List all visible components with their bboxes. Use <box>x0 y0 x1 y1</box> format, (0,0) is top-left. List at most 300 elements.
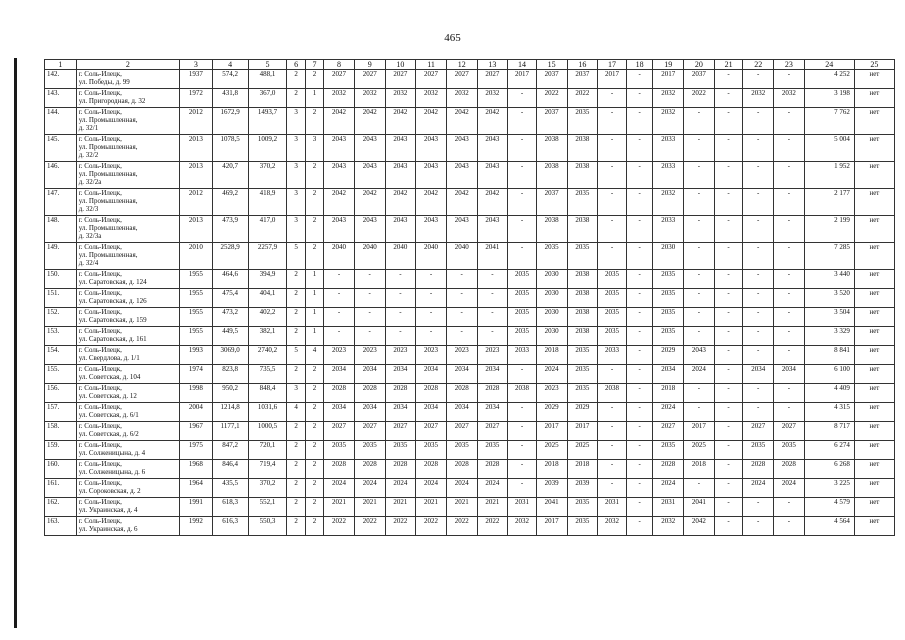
total-area-cell: 1177,1 <box>212 422 248 441</box>
work-year-cell: 2032 <box>354 89 385 108</box>
address-line: г. Соль-Илецк, <box>78 517 122 525</box>
address-line: д. 32/3а <box>78 232 102 240</box>
row-number-cell: 153. <box>45 327 77 346</box>
status-cell: нет <box>854 243 894 270</box>
address-line: ул. Свердлова, д. 1/1 <box>78 354 140 362</box>
total-cell: 3 198 <box>804 89 854 108</box>
total-cell: 3 225 <box>804 479 854 498</box>
work-year-cell: 2035 <box>653 327 684 346</box>
address-line: ул. Промышленная, <box>78 170 138 178</box>
year-built-cell: 1967 <box>180 422 213 441</box>
work-year-cell: 2027 <box>774 422 805 441</box>
table-row <box>45 243 895 270</box>
work-year-cell: 2037 <box>536 70 567 89</box>
entrances-cell: 3 <box>305 135 323 162</box>
address-line: д. 32/1 <box>78 124 99 132</box>
work-year-cell: - <box>714 422 743 441</box>
total-area-cell: 420,7 <box>212 162 248 189</box>
work-year-cell: 2028 <box>416 460 447 479</box>
work-year-cell: - <box>774 517 805 536</box>
status-cell: нет <box>854 216 894 243</box>
address-line: г. Соль-Илецк, <box>78 498 122 506</box>
work-year-cell: - <box>508 365 537 384</box>
work-year-cell: 2038 <box>598 384 627 403</box>
row-number-cell: 150. <box>45 270 77 289</box>
table-row <box>45 327 895 346</box>
work-year-cell: 2024 <box>446 479 477 498</box>
work-year-cell: 2024 <box>536 365 567 384</box>
work-year-cell: - <box>684 135 715 162</box>
living-area-cell: 417,0 <box>248 216 287 243</box>
year-built-cell: 2012 <box>180 108 213 135</box>
work-year-cell: - <box>774 289 805 308</box>
work-year-cell: 2035 <box>416 441 447 460</box>
year-built-cell: 1993 <box>180 346 213 365</box>
status-cell: нет <box>854 108 894 135</box>
work-year-cell: 2035 <box>774 441 805 460</box>
work-year-cell: 2038 <box>567 327 598 346</box>
work-year-cell: 2024 <box>416 479 447 498</box>
work-year-cell: 2032 <box>477 89 508 108</box>
row-number-cell: 156. <box>45 384 77 403</box>
address-cell <box>76 89 179 108</box>
address-line: г. Соль-Илецк, <box>78 308 122 316</box>
work-year-cell: 2032 <box>416 89 447 108</box>
year-built-cell: 2013 <box>180 135 213 162</box>
total-cell: 2 199 <box>804 216 854 243</box>
work-year-cell: 2018 <box>536 460 567 479</box>
work-year-cell: 2043 <box>446 135 477 162</box>
work-year-cell: 2043 <box>477 135 508 162</box>
work-year-cell: - <box>684 327 715 346</box>
work-year-cell: - <box>743 308 774 327</box>
address-line: ул. Саратовская, д. 124 <box>78 278 147 286</box>
work-year-cell: - <box>743 135 774 162</box>
work-year-cell: - <box>714 189 743 216</box>
work-year-cell: 2028 <box>354 460 385 479</box>
work-year-cell: 2043 <box>446 162 477 189</box>
status-cell: нет <box>854 135 894 162</box>
total-area-cell: 469,2 <box>212 189 248 216</box>
work-year-cell: - <box>626 517 653 536</box>
work-year-cell: - <box>774 327 805 346</box>
work-year-cell: 2032 <box>446 89 477 108</box>
column-header: 3 <box>180 60 213 70</box>
year-built-cell: 2012 <box>180 189 213 216</box>
total-area-cell: 1078,5 <box>212 135 248 162</box>
column-header: 6 <box>287 60 305 70</box>
work-year-cell: 2033 <box>508 346 537 365</box>
work-year-cell: 2024 <box>477 479 508 498</box>
work-year-cell: - <box>626 365 653 384</box>
work-year-cell: - <box>714 216 743 243</box>
work-year-cell: 2032 <box>653 189 684 216</box>
work-year-cell: 2035 <box>567 498 598 517</box>
table-row <box>45 89 895 108</box>
address-line: ул. Советская, д. 104 <box>78 373 141 381</box>
floors-cell: 2 <box>287 517 305 536</box>
status-cell: нет <box>854 365 894 384</box>
work-year-cell: 2024 <box>653 479 684 498</box>
work-year-cell: - <box>743 70 774 89</box>
work-year-cell: - <box>684 403 715 422</box>
address-cell <box>76 441 179 460</box>
row-number-cell: 160. <box>45 460 77 479</box>
work-year-cell: 2022 <box>536 89 567 108</box>
floors-cell: 2 <box>287 365 305 384</box>
work-year-cell: 2038 <box>567 162 598 189</box>
row-number-cell: 149. <box>45 243 77 270</box>
entrances-cell: 1 <box>305 89 323 108</box>
work-year-cell: 2043 <box>324 216 355 243</box>
address-cell <box>76 365 179 384</box>
work-year-cell: 2039 <box>567 479 598 498</box>
floors-cell: 2 <box>287 289 305 308</box>
work-year-cell: 2041 <box>684 498 715 517</box>
year-built-cell: 1974 <box>180 365 213 384</box>
year-built-cell: 1955 <box>180 289 213 308</box>
address-line: д. 32/2а <box>78 178 102 186</box>
year-built-cell: 1992 <box>180 517 213 536</box>
row-number-cell: 143. <box>45 89 77 108</box>
work-year-cell: 2032 <box>653 517 684 536</box>
work-year-cell: 2033 <box>653 216 684 243</box>
work-year-cell: 2018 <box>684 460 715 479</box>
work-year-cell: 2021 <box>385 498 416 517</box>
row-number-cell: 151. <box>45 289 77 308</box>
work-year-cell: 2018 <box>653 384 684 403</box>
work-year-cell: - <box>684 308 715 327</box>
row-number-cell: 148. <box>45 216 77 243</box>
work-year-cell: 2042 <box>354 189 385 216</box>
address-line: г. Соль-Илецк, <box>78 441 122 449</box>
work-year-cell: - <box>626 70 653 89</box>
work-year-cell: - <box>626 403 653 422</box>
work-year-cell: 2023 <box>446 346 477 365</box>
work-year-cell: 2023 <box>416 346 447 365</box>
work-year-cell: 2035 <box>653 308 684 327</box>
work-year-cell: 2028 <box>446 460 477 479</box>
work-year-cell: 2022 <box>385 517 416 536</box>
work-year-cell: 2035 <box>508 308 537 327</box>
work-year-cell: - <box>598 216 627 243</box>
entrances-cell: 2 <box>305 422 323 441</box>
work-year-cell: 2035 <box>567 108 598 135</box>
work-year-cell: - <box>477 327 508 346</box>
work-year-cell: 2029 <box>536 403 567 422</box>
work-year-cell: 2040 <box>446 243 477 270</box>
work-year-cell: - <box>626 441 653 460</box>
work-year-cell: 2023 <box>324 346 355 365</box>
address-line: г. Соль-Илецк, <box>78 89 122 97</box>
address-line: г. Соль-Илецк, <box>78 346 122 354</box>
table-row <box>45 289 895 308</box>
work-year-cell: - <box>598 243 627 270</box>
column-header: 16 <box>567 60 598 70</box>
work-year-cell: 2030 <box>536 308 567 327</box>
work-year-cell: 2032 <box>508 517 537 536</box>
work-year-cell: 2028 <box>774 460 805 479</box>
work-year-cell: - <box>626 189 653 216</box>
work-year-cell: 2038 <box>536 162 567 189</box>
work-year-cell: 2038 <box>567 270 598 289</box>
work-year-cell: 2043 <box>324 135 355 162</box>
work-year-cell: 2040 <box>324 243 355 270</box>
table-row <box>45 270 895 289</box>
total-cell: 7 762 <box>804 108 854 135</box>
total-cell: 4 252 <box>804 70 854 89</box>
work-year-cell: 2021 <box>354 498 385 517</box>
work-year-cell: - <box>684 270 715 289</box>
year-built-cell: 1998 <box>180 384 213 403</box>
work-year-cell: 2027 <box>385 70 416 89</box>
work-year-cell: 2032 <box>324 89 355 108</box>
living-area-cell: 1000,5 <box>248 422 287 441</box>
work-year-cell: - <box>508 162 537 189</box>
living-area-cell: 719,4 <box>248 460 287 479</box>
row-number-cell: 155. <box>45 365 77 384</box>
work-year-cell: - <box>774 243 805 270</box>
header-row <box>45 60 895 70</box>
address-line: г. Соль-Илецк, <box>78 270 122 278</box>
row-number-cell: 157. <box>45 403 77 422</box>
work-year-cell: 2034 <box>446 365 477 384</box>
living-area-cell: 367,0 <box>248 89 287 108</box>
floors-cell: 5 <box>287 346 305 365</box>
work-year-cell: 2024 <box>385 479 416 498</box>
work-year-cell: 2038 <box>508 384 537 403</box>
work-year-cell: - <box>714 517 743 536</box>
work-year-cell: - <box>774 403 805 422</box>
total-area-cell: 847,2 <box>212 441 248 460</box>
year-built-cell: 1964 <box>180 479 213 498</box>
work-year-cell: 2035 <box>598 308 627 327</box>
work-year-cell: - <box>385 289 416 308</box>
work-year-cell: - <box>743 189 774 216</box>
year-built-cell: 1975 <box>180 441 213 460</box>
work-year-cell: 2035 <box>324 441 355 460</box>
total-area-cell: 846,4 <box>212 460 248 479</box>
work-year-cell: - <box>416 289 447 308</box>
address-line: г. Соль-Илецк, <box>78 479 122 487</box>
work-year-cell: - <box>743 243 774 270</box>
work-year-cell: - <box>626 479 653 498</box>
work-year-cell: - <box>714 346 743 365</box>
work-year-cell: 2042 <box>477 189 508 216</box>
address-line: г. Соль-Илецк, <box>78 403 122 411</box>
work-year-cell: - <box>743 384 774 403</box>
year-built-cell: 1955 <box>180 327 213 346</box>
address-line: г. Соль-Илецк, <box>78 162 122 170</box>
work-year-cell: - <box>774 216 805 243</box>
work-year-cell: - <box>743 270 774 289</box>
work-year-cell: - <box>598 403 627 422</box>
floors-cell: 3 <box>287 189 305 216</box>
total-area-cell: 616,3 <box>212 517 248 536</box>
address-line: г. Соль-Илецк, <box>78 327 122 335</box>
address-cell <box>76 108 179 135</box>
status-cell: нет <box>854 346 894 365</box>
work-year-cell: 2025 <box>684 441 715 460</box>
total-area-cell: 1672,9 <box>212 108 248 135</box>
work-year-cell: 2042 <box>385 108 416 135</box>
row-number-cell: 145. <box>45 135 77 162</box>
work-year-cell: - <box>446 289 477 308</box>
work-year-cell: - <box>626 270 653 289</box>
work-year-cell: 2043 <box>477 162 508 189</box>
total-cell: 6 268 <box>804 460 854 479</box>
work-year-cell: - <box>714 89 743 108</box>
entrances-cell: 2 <box>305 70 323 89</box>
address-line: ул. Саратовская, д. 161 <box>78 335 147 343</box>
work-year-cell: - <box>508 460 537 479</box>
address-cell <box>76 460 179 479</box>
work-year-cell: 2039 <box>536 479 567 498</box>
entrances-cell: 2 <box>305 517 323 536</box>
work-year-cell: 2034 <box>324 365 355 384</box>
work-year-cell: - <box>324 289 355 308</box>
work-year-cell: 2034 <box>743 365 774 384</box>
work-year-cell: 2022 <box>477 517 508 536</box>
work-year-cell: - <box>714 327 743 346</box>
work-year-cell: 2040 <box>416 243 447 270</box>
floors-cell: 2 <box>287 498 305 517</box>
work-year-cell: 2043 <box>684 346 715 365</box>
work-year-cell: - <box>626 422 653 441</box>
work-year-cell: 2034 <box>653 365 684 384</box>
work-year-cell: - <box>743 162 774 189</box>
work-year-cell: 2034 <box>416 365 447 384</box>
address-line: г. Соль-Илецк, <box>78 189 122 197</box>
work-year-cell: 2032 <box>653 89 684 108</box>
address-cell <box>76 243 179 270</box>
register-table <box>44 59 895 536</box>
year-built-cell: 1968 <box>180 460 213 479</box>
work-year-cell: 2034 <box>477 403 508 422</box>
total-cell: 3 504 <box>804 308 854 327</box>
status-cell: нет <box>854 162 894 189</box>
status-cell: нет <box>854 479 894 498</box>
work-year-cell: 2035 <box>536 243 567 270</box>
total-cell: 6 100 <box>804 365 854 384</box>
work-year-cell: 2034 <box>774 365 805 384</box>
work-year-cell: - <box>477 289 508 308</box>
work-year-cell: 2035 <box>508 289 537 308</box>
table-row <box>45 108 895 135</box>
work-year-cell: - <box>743 403 774 422</box>
work-year-cell: - <box>743 108 774 135</box>
work-year-cell: 2023 <box>477 346 508 365</box>
column-header: 22 <box>743 60 774 70</box>
work-year-cell: 2035 <box>743 441 774 460</box>
living-area-cell: 418,9 <box>248 189 287 216</box>
living-area-cell: 1031,6 <box>248 403 287 422</box>
entrances-cell: 2 <box>305 403 323 422</box>
work-year-cell: - <box>684 216 715 243</box>
work-year-cell: 2035 <box>567 384 598 403</box>
work-year-cell: - <box>385 270 416 289</box>
column-header: 8 <box>324 60 355 70</box>
row-number-cell: 163. <box>45 517 77 536</box>
floors-cell: 2 <box>287 422 305 441</box>
work-year-cell: 2024 <box>684 365 715 384</box>
work-year-cell: 2043 <box>477 216 508 243</box>
work-year-cell: - <box>598 479 627 498</box>
address-cell <box>76 498 179 517</box>
column-header: 1 <box>45 60 77 70</box>
work-year-cell: 2021 <box>446 498 477 517</box>
work-year-cell: - <box>714 162 743 189</box>
floors-cell: 2 <box>287 327 305 346</box>
total-area-cell: 464,6 <box>212 270 248 289</box>
work-year-cell: 2028 <box>477 460 508 479</box>
left-margin-bar <box>14 58 17 628</box>
floors-cell: 2 <box>287 308 305 327</box>
work-year-cell: 2027 <box>416 422 447 441</box>
row-number-cell: 162. <box>45 498 77 517</box>
entrances-cell: 2 <box>305 479 323 498</box>
floors-cell: 2 <box>287 270 305 289</box>
work-year-cell: 2040 <box>385 243 416 270</box>
work-year-cell: 2041 <box>477 243 508 270</box>
work-year-cell: - <box>714 498 743 517</box>
work-year-cell: 2022 <box>354 517 385 536</box>
address-cell <box>76 270 179 289</box>
work-year-cell: - <box>714 384 743 403</box>
work-year-cell: - <box>774 498 805 517</box>
column-header: 2 <box>76 60 179 70</box>
work-year-cell: - <box>714 135 743 162</box>
work-year-cell: - <box>598 108 627 135</box>
table-row <box>45 308 895 327</box>
address-cell <box>76 189 179 216</box>
address-cell <box>76 162 179 189</box>
work-year-cell: 2028 <box>446 384 477 403</box>
living-area-cell: 394,9 <box>248 270 287 289</box>
work-year-cell: 2043 <box>385 135 416 162</box>
status-cell: нет <box>854 289 894 308</box>
work-year-cell: 2035 <box>598 327 627 346</box>
work-year-cell: - <box>508 189 537 216</box>
work-year-cell: 2035 <box>653 270 684 289</box>
work-year-cell: - <box>354 270 385 289</box>
work-year-cell: 2037 <box>536 189 567 216</box>
floors-cell: 3 <box>287 384 305 403</box>
work-year-cell: 2034 <box>385 365 416 384</box>
floors-cell: 3 <box>287 135 305 162</box>
work-year-cell: 2030 <box>536 327 567 346</box>
floors-cell: 2 <box>287 89 305 108</box>
entrances-cell: 1 <box>305 327 323 346</box>
entrances-cell: 2 <box>305 441 323 460</box>
work-year-cell: 2018 <box>536 346 567 365</box>
address-line: д. 32/4 <box>78 259 99 267</box>
column-header: 17 <box>598 60 627 70</box>
work-year-cell: 2041 <box>536 498 567 517</box>
address-line: д. 32/3 <box>78 205 99 213</box>
status-cell: нет <box>854 498 894 517</box>
work-year-cell: - <box>743 327 774 346</box>
column-header: 11 <box>416 60 447 70</box>
address-line: ул. Промышленная, <box>78 116 138 124</box>
work-year-cell: 2032 <box>385 89 416 108</box>
work-year-cell: - <box>774 108 805 135</box>
work-year-cell: - <box>446 327 477 346</box>
work-year-cell: - <box>354 308 385 327</box>
table-row <box>45 135 895 162</box>
work-year-cell: 2035 <box>598 289 627 308</box>
table-row <box>45 189 895 216</box>
